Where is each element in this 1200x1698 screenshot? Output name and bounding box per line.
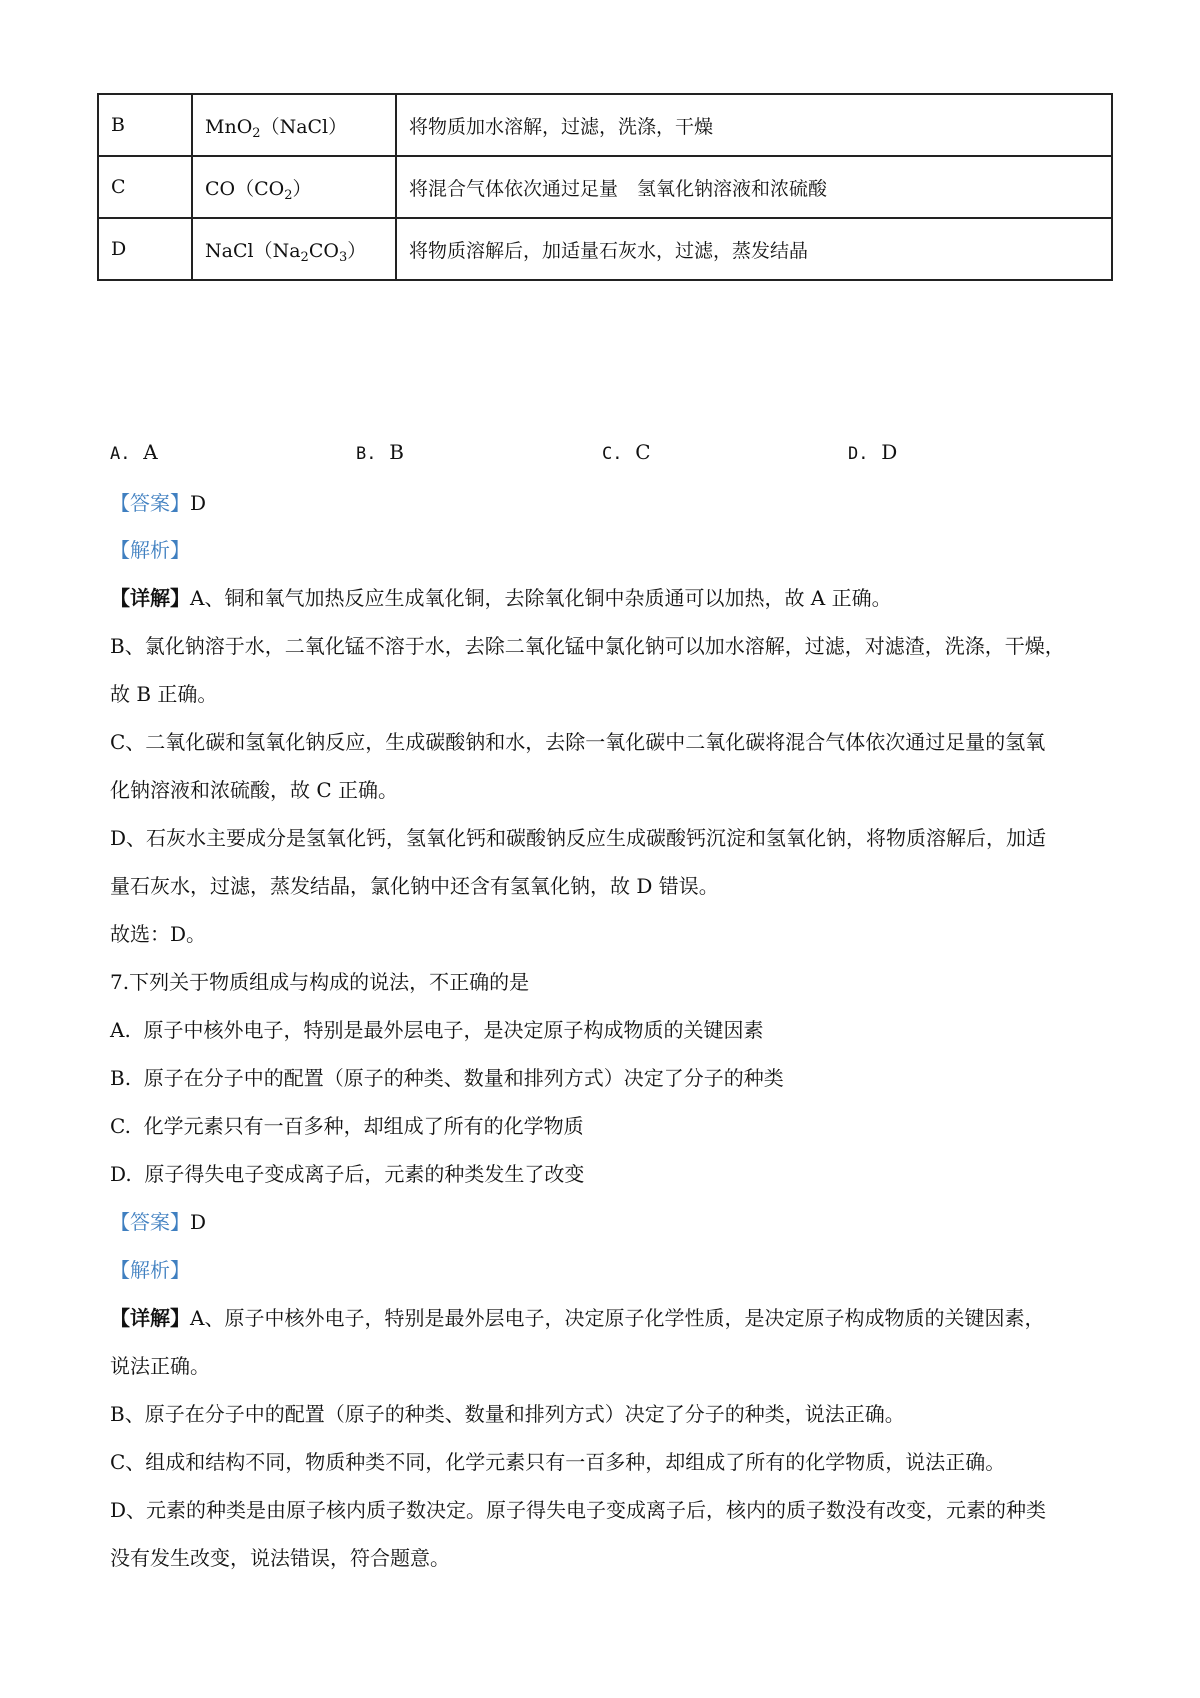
q7-answer: 【答案】D xyxy=(110,1210,207,1234)
q7-option-d: D. 原子得失电子变成离子后，元素的种类发生了改变 xyxy=(110,1162,585,1186)
table-row xyxy=(98,156,1112,218)
table-cell-method: 将混合气体依次通过足量 氢氧化钠溶液和浓硫酸 xyxy=(396,156,1112,218)
table-row xyxy=(98,94,1112,156)
table-cell-method: 将物质加水溶解，过滤，洗涤，干燥 xyxy=(396,94,1112,156)
table-cell-letter: C xyxy=(98,156,192,218)
q6-option-c: C. C xyxy=(602,440,651,464)
q6-option-d: D. D xyxy=(848,440,898,464)
table-cell-substance: MnO$_2$（NaCl） xyxy=(192,94,396,156)
q7-option-b: B. 原子在分子中的配置（原子的种类、数量和排列方式）决定了分子的种类 xyxy=(110,1066,784,1090)
table-cell-letter: B xyxy=(98,94,192,156)
q6-analysis-heading: 【解析】 xyxy=(110,538,190,562)
table-cell-substance: $NaCl(Na_2CO_3)$ xyxy=(192,218,396,280)
q6-detail-line: 故 B 正确。 xyxy=(110,682,218,706)
q7-detail-line: 说法正确。 xyxy=(110,1354,210,1378)
reagent-table xyxy=(97,93,1113,281)
q6-options xyxy=(110,440,1110,470)
table-row xyxy=(98,218,1112,280)
table-cell-method: 将物质溶解后，加适量石灰水，过滤，蒸发结晶 xyxy=(396,218,1112,280)
q7-detail-line: 没有发生改变，说法错误，符合题意。 xyxy=(110,1546,450,1570)
table-cell-letter: D xyxy=(98,218,192,280)
q6-detail-line: 量石灰水，过滤，蒸发结晶，氯化钠中还含有氢氧化钠，故 D 错误。 xyxy=(110,874,719,898)
table-cell-substance: $CO(CO_2)$ xyxy=(192,156,396,218)
q6-detail-line: D、石灰水主要成分是氢氧化钙，氢氧化钙和碳酸钠反应生成碳酸钙沉淀和氢氧化钠，将物质溶解后，加适 xyxy=(110,826,1047,850)
q6-detail-line: B、氯化钠溶于水，二氧化锰不溶于水，去除二氧化锰中氯化钠可以加水溶解，过滤，对滤渣，洗涤，干燥， xyxy=(110,634,1065,658)
q6-option-b: B. B xyxy=(356,440,404,464)
q6-conclusion: 故选：D。 xyxy=(110,922,207,946)
q7-option-c: C. 化学元素只有一百多种，却组成了所有的化学物质 xyxy=(110,1114,584,1138)
q7-analysis-heading: 【解析】 xyxy=(110,1258,190,1282)
q7-option-a: A. 原子中核外电子，特别是最外层电子，是决定原子构成物质的关键因素 xyxy=(110,1018,764,1042)
q6-option-a: A. A xyxy=(110,440,158,464)
q7-detail-line: D、元素的种类是由原子核内质子数决定。原子得失电子变成离子后，核内的质子数没有改变，元素的种类 xyxy=(110,1498,1047,1522)
q7-detail-line: B、原子在分子中的配置（原子的种类、数量和排列方式）决定了分子的种类，说法正确。 xyxy=(110,1402,905,1426)
q7-detail-line: 【详解】A、原子中核外电子，特别是最外层电子，决定原子化学性质，是决定原子构成物质的关键因素， xyxy=(110,1306,1045,1330)
q7-detail-line: C、组成和结构不同，物质种类不同，化学元素只有一百多种，却组成了所有的化学物质，说法正确。 xyxy=(110,1450,1006,1474)
q6-detail-line: 【详解】A、铜和氧气加热反应生成氧化铜，去除氧化铜中杂质通可以加热，故 A 正确。 xyxy=(110,586,892,610)
q6-detail-line: C、二氧化碳和氢氧化钠反应，生成碳酸钠和水，去除一氧化碳中二氧化碳将混合气体依次通过足量的氢氧 xyxy=(110,730,1046,754)
q6-detail-line: 化钠溶液和浓硫酸，故 C 正确。 xyxy=(110,778,399,802)
q6-answer: 【答案】D xyxy=(110,491,207,515)
q7-stem: 7.下列关于物质组成与构成的说法，不正确的是 xyxy=(110,970,530,994)
